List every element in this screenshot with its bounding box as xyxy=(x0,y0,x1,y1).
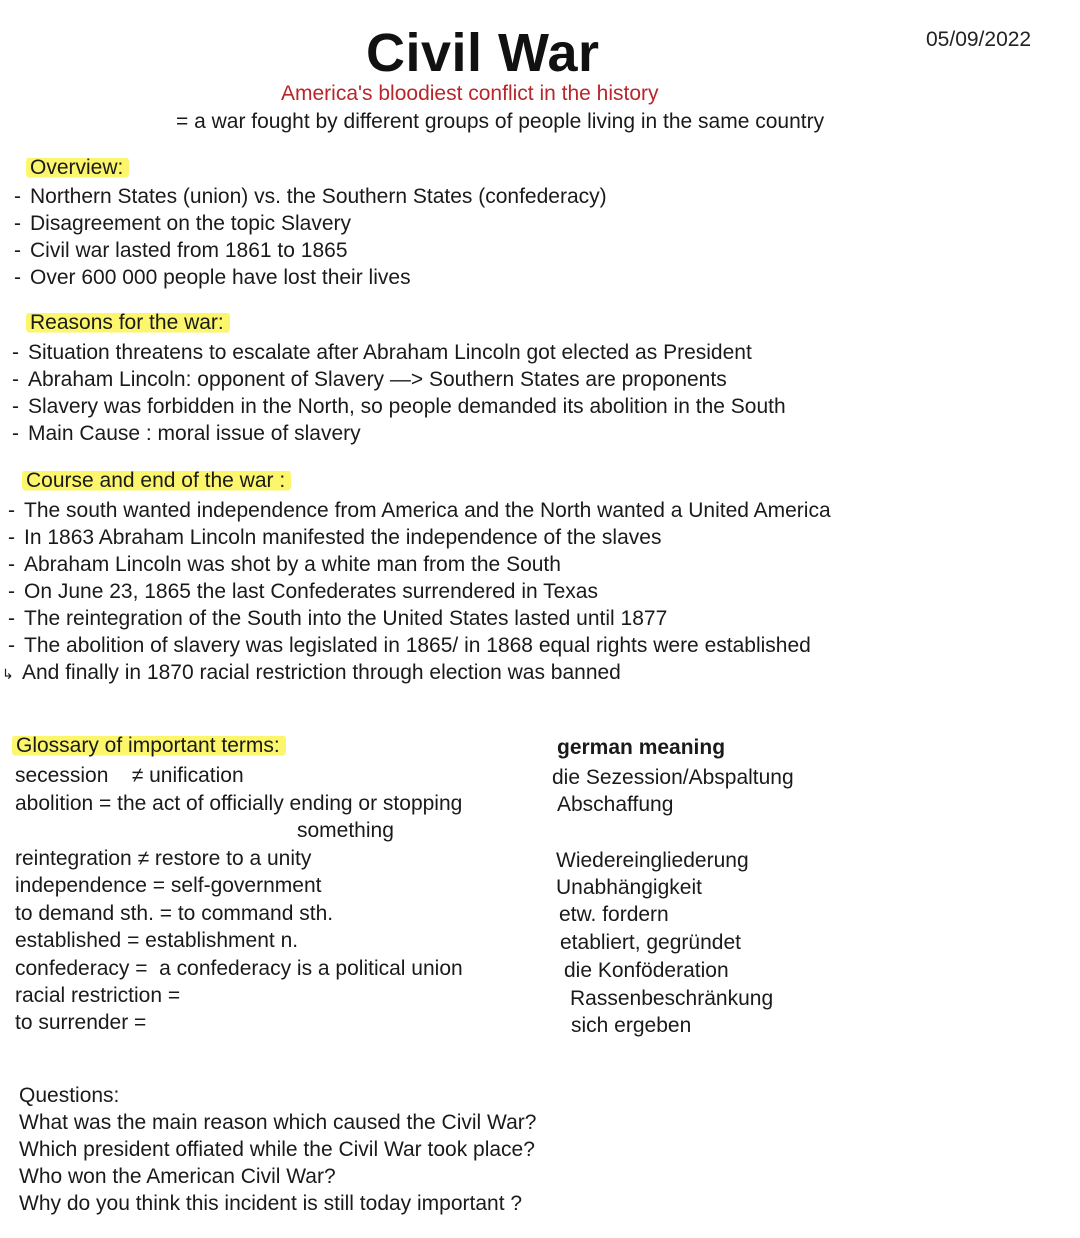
question-item: What was the main reason which caused the Civil War? xyxy=(19,1111,537,1134)
overview-heading-label: Overview: xyxy=(26,156,129,179)
questions-heading: Questions: xyxy=(19,1084,120,1107)
german-meaning: die Konföderation xyxy=(564,959,729,982)
subtitle: America's bloodiest conflict in the history xyxy=(281,82,659,105)
list-item: - Civil war lasted from 1861 to 1865 xyxy=(14,239,348,262)
dash-bullet-icon: - xyxy=(12,422,19,445)
question-item: Who won the American Civil War? xyxy=(19,1165,336,1188)
reasons-heading xyxy=(26,311,230,335)
questions-section xyxy=(19,1082,536,1217)
dash-bullet-icon: - xyxy=(8,526,15,549)
dash-bullet-icon: - xyxy=(12,368,19,391)
list-item: - On June 23, 1865 the last Confederates surrendered in Texas xyxy=(8,580,598,603)
dash-bullet-icon: - xyxy=(8,553,15,576)
question-item: Why do you think this incident is still today important ? xyxy=(19,1192,523,1215)
definition: = a war fought by different groups of people living in the same country xyxy=(176,110,825,133)
dash-bullet-icon: - xyxy=(8,607,15,630)
list-item: - In 1863 Abraham Lincoln manifested the independence of the slaves xyxy=(8,526,662,549)
glossary-term: secession ≠ unification xyxy=(15,764,244,787)
overview-heading xyxy=(26,156,129,180)
glossary-term: something xyxy=(297,819,394,842)
dash-bullet-icon: - xyxy=(14,185,21,208)
list-item: - Main Cause : moral issue of slavery xyxy=(12,422,361,445)
dash-bullet-icon: - xyxy=(8,499,15,522)
page-title: Civil War xyxy=(366,23,600,83)
list-item: - Disagreement on the topic Slavery xyxy=(14,212,351,235)
glossary-term: to surrender = xyxy=(15,1011,147,1034)
glossary-heading xyxy=(12,734,286,758)
glossary-term: to demand sth. = to command sth. xyxy=(15,902,334,925)
course-list xyxy=(2,497,831,686)
german-meaning: Rassenbeschränkung xyxy=(570,987,774,1010)
german-meaning: Wiedereingliederung xyxy=(556,849,749,872)
german-meaning: die Sezession/Abspaltung xyxy=(552,766,794,789)
glossary-term: abolition = the act of officially ending or stopping xyxy=(15,792,463,815)
german-meaning: Abschaffung xyxy=(557,793,674,816)
list-item: - The abolition of slavery was legislated in 1865/ in 1868 equal rights were established xyxy=(8,634,811,657)
german-meaning: Unabhängigkeit xyxy=(556,876,702,899)
list-item: - Abraham Lincoln was shot by a white man from the South xyxy=(8,553,561,576)
reasons-heading-label: Reasons for the war: xyxy=(26,311,230,334)
list-item: - The reintegration of the South into the United States lasted until 1877 xyxy=(8,607,668,630)
list-item: - The south wanted independence from America and the North wanted a United America xyxy=(8,499,831,522)
glossary-term: racial restriction = xyxy=(15,984,181,1007)
dash-bullet-icon: - xyxy=(14,266,21,289)
question-item: Which president offiated while the Civil War took place? xyxy=(19,1138,535,1161)
german-meaning: sich ergeben xyxy=(571,1014,692,1037)
return-arrow-icon: ↳ xyxy=(2,666,14,682)
glossary-term: confederacy = a confederacy is a political union xyxy=(15,957,463,980)
german-meaning: etabliert, gegründet xyxy=(560,931,741,954)
german-meaning-heading: german meaning xyxy=(557,736,726,759)
course-heading xyxy=(22,469,291,493)
dash-bullet-icon: - xyxy=(8,580,15,603)
list-item: - Over 600 000 people have lost their lives xyxy=(14,266,411,289)
course-heading-label: Course and end of the war : xyxy=(22,469,291,492)
date: 05/09/2022 xyxy=(926,28,1032,51)
list-item: ↳ And finally in 1870 racial restriction through election was banned xyxy=(2,659,831,686)
dash-bullet-icon: - xyxy=(12,341,19,364)
list-item: - Northern States (union) vs. the Southern States (confederacy) xyxy=(14,185,607,208)
german-meaning: etw. fordern xyxy=(559,903,669,926)
glossary-term: reintegration ≠ restore to a unity xyxy=(15,847,312,870)
list-item: - Abraham Lincoln: opponent of Slavery —> Southern States are proponents xyxy=(12,368,727,391)
list-item: - Slavery was forbidden in the North, so people demanded its abolition in the South xyxy=(12,395,786,418)
dash-bullet-icon: - xyxy=(14,212,21,235)
glossary-term: independence = self-government xyxy=(15,874,322,897)
glossary-heading-label: Glossary of important terms: xyxy=(12,734,286,757)
glossary-term: established = establishment n. xyxy=(15,929,299,952)
list-item: - Situation threatens to escalate after Abraham Lincoln got elected as President xyxy=(12,341,752,364)
dash-bullet-icon: - xyxy=(12,395,19,418)
dash-bullet-icon: - xyxy=(8,634,15,657)
reasons-list xyxy=(12,339,786,447)
dash-bullet-icon: - xyxy=(14,239,21,262)
overview-list xyxy=(14,183,607,291)
